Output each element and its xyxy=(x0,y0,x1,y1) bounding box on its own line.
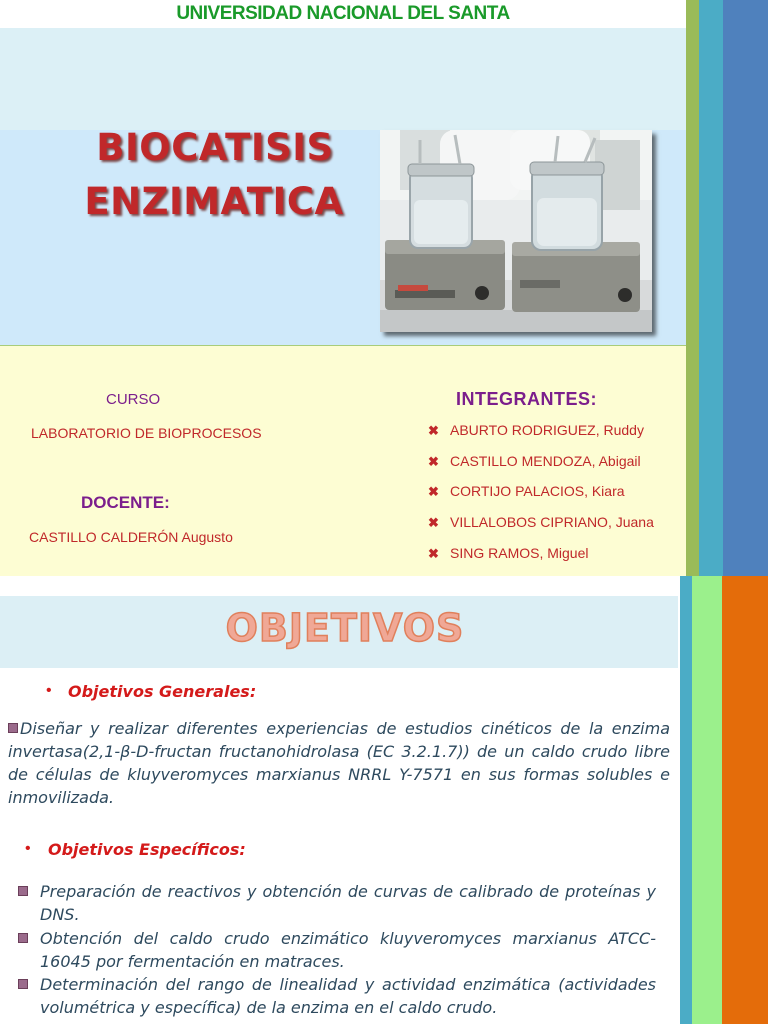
x-bullet-icon: ✖ xyxy=(428,515,439,530)
header-band xyxy=(0,28,686,130)
square-bullet-icon xyxy=(18,886,28,896)
curso-label: CURSO xyxy=(106,391,161,408)
x-bullet-icon: ✖ xyxy=(428,454,439,469)
docente-value: CASTILLO CALDERÓN Augusto xyxy=(29,529,233,545)
objectives-title: OBJETIVOS xyxy=(225,606,465,650)
docente-label: DOCENTE: xyxy=(81,493,170,512)
decor-strip-green xyxy=(686,0,699,576)
decor-strip-lightgreen xyxy=(692,576,722,1024)
member-item: ✖ CORTIJO PALACIOS, Kiara xyxy=(428,483,625,499)
list-item: Obtención del caldo crudo enzimático kluyveromyces marxianus ATCC-16045 por fermentación en matraces. xyxy=(18,927,656,973)
general-objective-text: Diseñar y realizar diferentes experiencias de estudios cinéticos de la enzima invertasa(2,1-β-D-fructan fructanohidrolasa (EC 3.2.1.7)) de un caldo crudo libre de células de kluyveromyces marxianus NRRL Y-7571 en sus formas solubles e inmovilizada. xyxy=(8,719,670,807)
square-bullet-icon xyxy=(18,979,28,989)
slide-title-line1: BIOCATISIS xyxy=(96,126,334,169)
member-item: ✖ ABURTO RODRIGUEZ, Ruddy xyxy=(428,422,644,438)
specific-objectives-heading: Objetivos Específicos: xyxy=(48,840,246,859)
list-item: Determinación del rango de linealidad y actividad enzimática (actividades volumétrica y específica) de la enzima en el caldo crudo. xyxy=(18,973,656,1019)
x-bullet-icon: ✖ xyxy=(428,546,439,561)
integrantes-label: INTEGRANTES: xyxy=(456,389,597,409)
member-item: ✖ CASTILLO MENDOZA, Abigail xyxy=(428,453,641,469)
lab-photo-icon xyxy=(380,130,652,332)
x-bullet-icon: ✖ xyxy=(428,423,439,438)
curso-value: LABORATORIO DE BIOPROCESOS xyxy=(31,425,262,441)
list-item: Preparación de reactivos y obtención de curvas de calibrado de proteínas y DNS. xyxy=(18,880,656,926)
square-bullet-icon xyxy=(8,723,18,733)
decor-strip-blue xyxy=(723,0,768,576)
square-bullet-icon xyxy=(18,933,28,943)
objectives-slide xyxy=(0,576,768,1024)
decor-strip-cyan xyxy=(699,0,723,576)
decor-strip-orange xyxy=(722,576,768,1024)
bullet-icon: • xyxy=(46,682,52,699)
member-item: ✖ SING RAMOS, Miguel xyxy=(428,545,589,561)
member-item: ✖ VILLALOBOS CIPRIANO, Juana xyxy=(428,514,654,530)
x-bullet-icon: ✖ xyxy=(428,484,439,499)
university-name: UNIVERSIDAD NACIONAL DEL SANTA xyxy=(176,3,510,24)
general-objectives-heading: Objetivos Generales: xyxy=(68,682,257,701)
slide-title-line2: ENZIMATICA xyxy=(84,180,344,223)
bullet-icon: • xyxy=(25,840,31,857)
